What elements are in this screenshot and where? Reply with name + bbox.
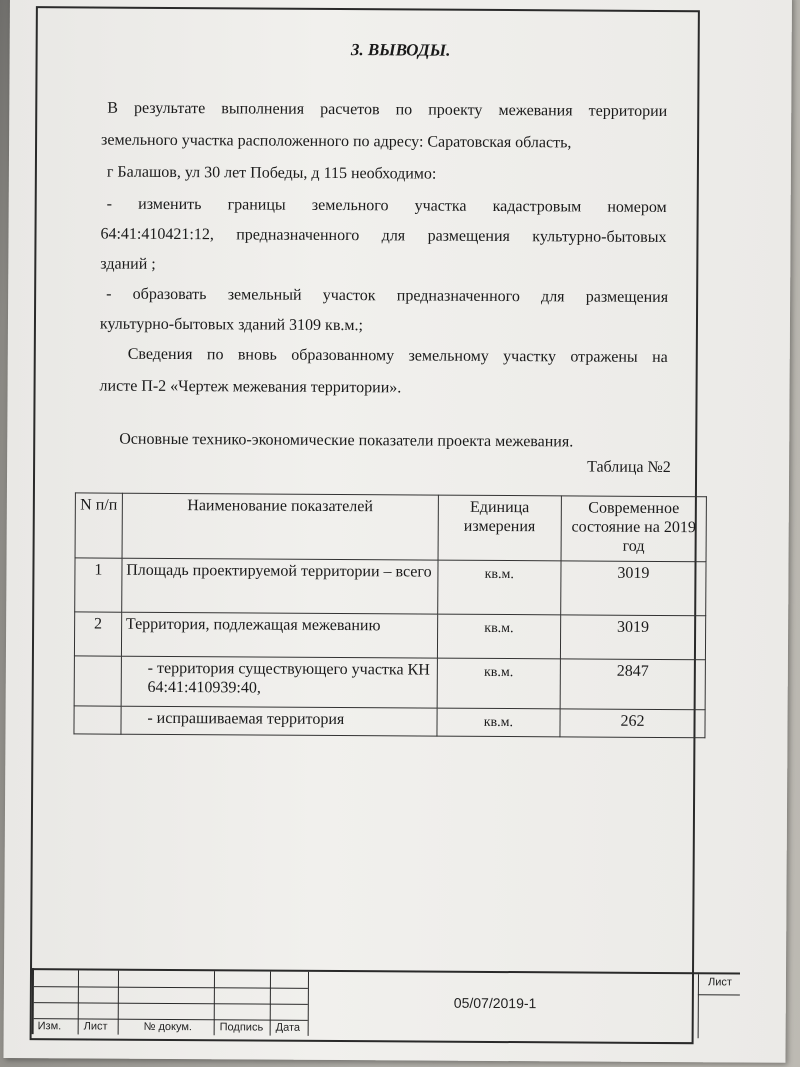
header-num: N п/п bbox=[75, 493, 122, 558]
bullet-line: культурно-бытовых зданий 3109 кв.м.; bbox=[99, 315, 364, 335]
header-name: Наименование показателей bbox=[122, 493, 438, 560]
paragraph-line: В результате выполнения расчетов по проекту межевания территории bbox=[107, 99, 668, 121]
row-unit: кв.м. bbox=[437, 614, 561, 659]
row-value: 2847 bbox=[560, 659, 705, 710]
row-num bbox=[74, 656, 121, 706]
bullet-line: зданий ; bbox=[100, 255, 156, 273]
table-row bbox=[74, 656, 705, 710]
row-name: Территория, подлежащая межеванию bbox=[121, 612, 437, 658]
stamp-col-list: Лист bbox=[83, 1020, 108, 1033]
table-row bbox=[75, 558, 706, 616]
row-unit: кв.м. bbox=[437, 560, 561, 615]
paragraph-line: листе П-2 «Чертеж межевания территории». bbox=[99, 377, 402, 397]
document-number: 05/07/2019-1 bbox=[453, 994, 537, 1012]
table-row bbox=[74, 612, 705, 660]
indicators-table bbox=[73, 492, 706, 738]
table-row bbox=[74, 706, 705, 738]
row-unit: кв.м. bbox=[437, 658, 561, 709]
stamp-col-date: Дата bbox=[275, 1021, 301, 1034]
bullet-line: - изменить границы земельного участка кадастровым номером bbox=[106, 195, 667, 217]
stamp-col-sign: Подпись bbox=[219, 1021, 264, 1034]
stamp-col-izm: Изм. bbox=[37, 1020, 62, 1033]
page-title: 3. ВЫВОДЫ. bbox=[350, 40, 451, 60]
row-name: Площадь проектируемой территории – всего bbox=[122, 558, 438, 614]
table-header-row bbox=[75, 493, 706, 562]
bullet-line: 64:41:410421:12, предназначенного для размещения культурно-бытовых bbox=[100, 225, 667, 247]
stamp-col-docnum: № докум. bbox=[143, 1020, 193, 1034]
row-value: 3019 bbox=[561, 561, 706, 616]
bullet-line: - образовать земельный участок предназначенного для размещения bbox=[106, 285, 669, 307]
row-name: - испрашиваемая территория bbox=[121, 706, 437, 736]
header-state: Современное состояние на 2019 год bbox=[561, 496, 706, 562]
row-value: 3019 bbox=[560, 615, 705, 660]
table-number: Таблица №2 bbox=[587, 458, 671, 477]
row-value: 262 bbox=[560, 709, 705, 738]
paragraph-line: земельного участка расположенного по адресу: Саратовская область, bbox=[101, 131, 572, 152]
table-caption: Основные технико-экономические показатели проекта межевания. bbox=[119, 430, 574, 451]
row-num: 1 bbox=[75, 558, 122, 612]
header-unit: Единица измерения bbox=[438, 495, 562, 561]
row-name: - территория существующего участка КН 64:41:410939:40, bbox=[121, 656, 437, 708]
title-block bbox=[32, 968, 740, 1038]
paragraph-line: Сведения по вновь образованному земельному участку отражены на bbox=[127, 345, 668, 367]
row-unit: кв.м. bbox=[437, 708, 560, 737]
document-sheet bbox=[3, 0, 792, 1063]
sheet-label: Лист bbox=[708, 976, 732, 989]
paragraph-line: г Балашов, ул 30 лет Победы, д 115 необходимо: bbox=[106, 163, 437, 183]
row-num: 2 bbox=[74, 612, 121, 656]
row-num bbox=[74, 706, 121, 734]
